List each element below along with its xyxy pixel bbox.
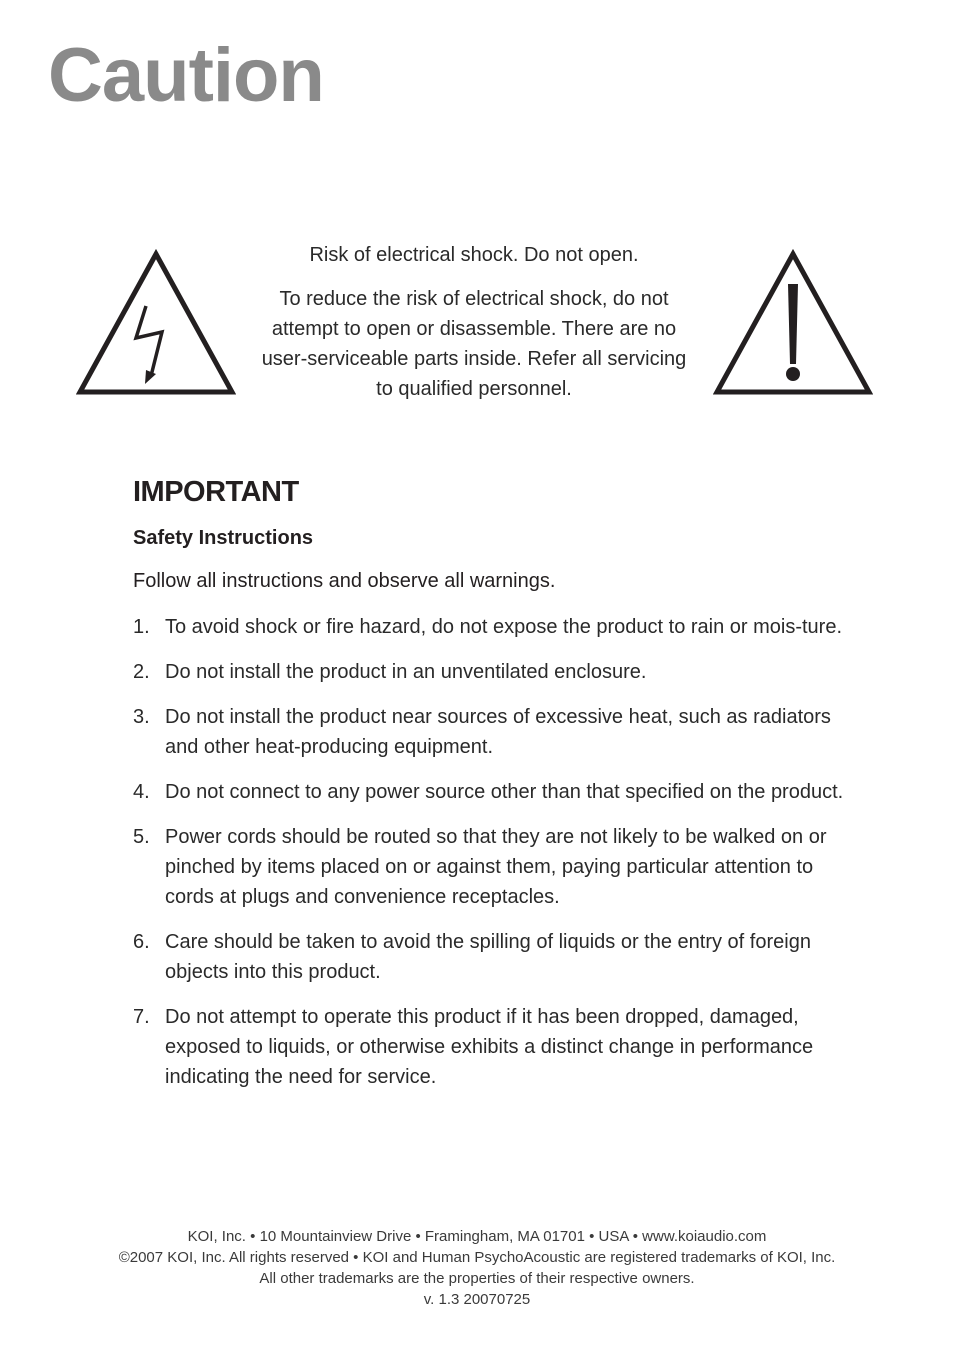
item-text: To avoid shock or fire hazard, do not expose the product to rain or mois-ture. bbox=[165, 616, 843, 638]
warning-line-2: To reduce the risk of electrical shock, do not attempt to open or disassemble. There are no user-serviceable parts inside. Refer all servicing to qualified personnel. bbox=[261, 288, 687, 400]
list-item bbox=[133, 702, 853, 762]
footer-trademarks: All other trademarks are the properties of their respective owners. bbox=[259, 1270, 695, 1287]
list-item bbox=[133, 1002, 853, 1092]
item-number: 1. bbox=[133, 616, 150, 638]
item-text: Care should be taken to avoid the spilling of liquids or the entry of foreign objects into this product. bbox=[165, 931, 811, 983]
item-text: Do not install the product near sources of excessive heat, such as radiators and other heat-producing equipment. bbox=[165, 706, 831, 758]
item-number: 7. bbox=[133, 1006, 150, 1028]
instructions-list bbox=[133, 612, 853, 1092]
item-text: Power cords should be routed so that they are not likely to be walked on or pinched by items placed on or against them, paying particular attention to cords at plugs and convenience receptacles. bbox=[165, 826, 827, 908]
list-item bbox=[133, 657, 853, 687]
important-heading: IMPORTANT bbox=[133, 476, 299, 508]
list-item bbox=[133, 777, 853, 807]
safety-section bbox=[133, 476, 853, 1107]
item-number: 2. bbox=[133, 661, 150, 683]
warning-line-1: Risk of electrical shock. Do not open. bbox=[309, 244, 639, 266]
exclamation-warning-icon bbox=[713, 248, 873, 398]
item-number: 5. bbox=[133, 826, 150, 848]
list-item bbox=[133, 822, 853, 912]
shock-warning-text bbox=[258, 240, 690, 418]
intro-text: Follow all instructions and observe all warnings. bbox=[133, 570, 556, 592]
footer-address: KOI, Inc. • 10 Mountainview Drive • Framingham, MA 01701 • USA • www.koiaudio.com bbox=[187, 1228, 767, 1245]
item-text: Do not connect to any power source other than that specified on the product. bbox=[165, 781, 844, 803]
footer-copyright: ©2007 KOI, Inc. All rights reserved • KOI and Human PsychoAcoustic are registered trademarks of KOI, Inc. bbox=[118, 1249, 836, 1266]
list-item bbox=[133, 612, 853, 642]
item-number: 4. bbox=[133, 781, 150, 803]
footer-version: v. 1.3 20070725 bbox=[423, 1291, 531, 1308]
electrical-shock-icon bbox=[76, 248, 236, 398]
list-item bbox=[133, 927, 853, 987]
item-number: 3. bbox=[133, 706, 150, 728]
footer bbox=[0, 1226, 954, 1310]
safety-instructions-heading: Safety Instructions bbox=[133, 527, 314, 549]
item-text: Do not attempt to operate this product if it has been dropped, damaged, exposed to liquids, or otherwise exhibits a distinct change in performance indicating the need for service. bbox=[165, 1006, 814, 1088]
item-text: Do not install the product in an unventilated enclosure. bbox=[165, 661, 647, 683]
item-number: 6. bbox=[133, 931, 150, 953]
page-title: Caution bbox=[48, 33, 324, 118]
